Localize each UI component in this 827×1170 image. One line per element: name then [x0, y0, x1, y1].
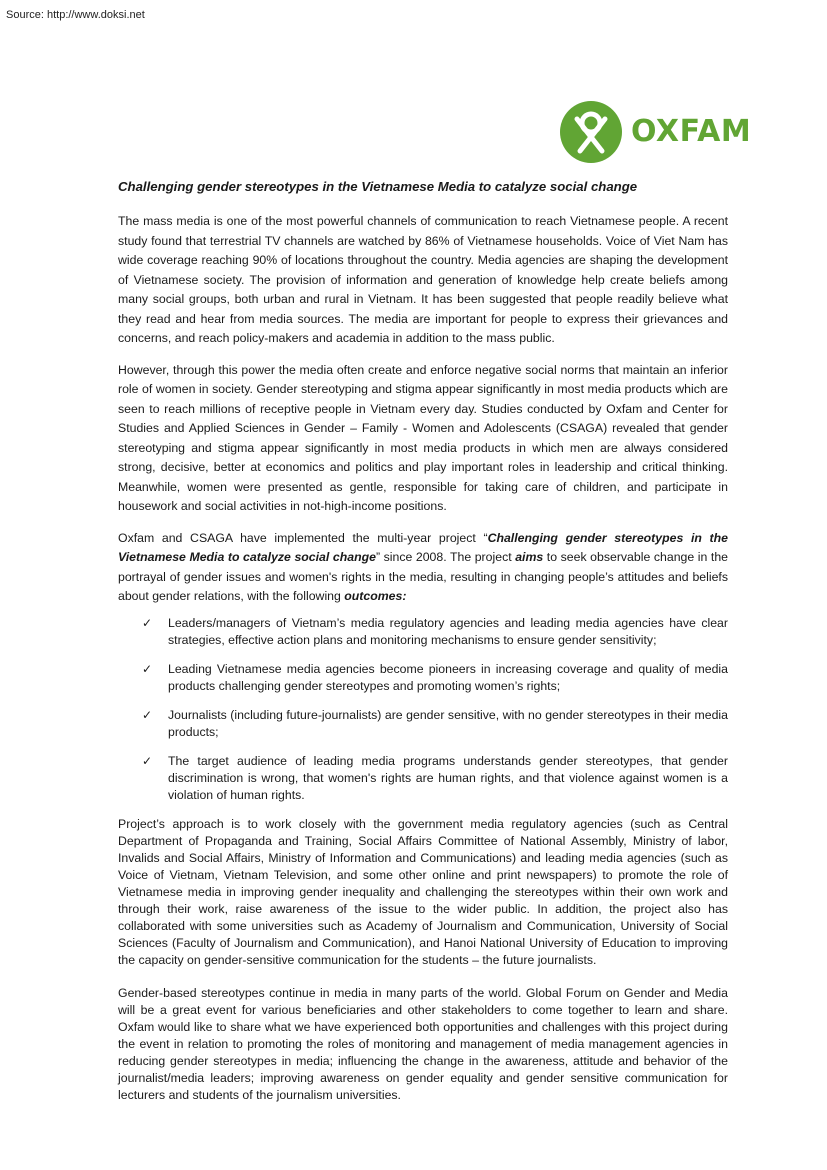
list-item: [118, 615, 728, 649]
page-title: Challenging gender stereotypes in the Vietnamese Media to catalyze social change: [118, 179, 638, 194]
outcomes-label: outcomes:: [344, 589, 407, 603]
paragraph-2: However, through this power the media often create and enforce negative social norms that maintain an inferior role of women in society. Gender stereotyping and stigma appear significantly in most media products which are seen to reach millions of receptive people in Vietnam every day. Studies conducted by Oxfam and Center for Studies and Applied Sciences in Gender – Family - Women and Adolescents (CSAGA) revealed that gender stereotyping and stigma appear significantly in most media products in which men are always considered strong, decisive, better at economics and politics and play important roles in leadership and critical thinking. Meanwhile, women were presented as gentle, responsible for taking care of children, and participate in housework and social activities in not-high-income positions.: [118, 362, 728, 513]
checkmark-icon: ✓: [142, 707, 153, 722]
list-item: [118, 661, 728, 695]
list-item: [118, 707, 728, 741]
checkmark-icon: ✓: [142, 615, 153, 630]
p3-text-b: ” since 2008. The project: [375, 550, 516, 564]
paragraph-1: The mass media is one of the most powerful channels of communication to reach Vietnamese people. A recent study found that terrestrial TV channels are watched by 86% of Vietnamese households. Voice of Viet Nam has wide coverage reaching 90% of locations throughout the country. Media agencies are shaping the development of Vietnamese society. The provision of information and generation of knowledge help create beliefs among many social groups, both urban and rural in Vietnam. It has been suggested that people readily believe what they read and hear from media sources. The media are important for people to express their grievances and concerns, and reach policy-makers and academia in addition to the mass public.: [118, 214, 728, 345]
list-item: [118, 753, 728, 804]
paragraph-4: Project’s approach is to work closely with the government media regulatory agencies (such as Central Department of Propaganda and Training, Social Affairs Committee of National Assembly, Ministry of labor, Invalids and Social Affairs, Ministry of Information and Communications) and leading media agencies (such as Voice of Vietnam, Vietnam Television, and some other online and print newspapers) to promote the role of Vietnamese media in improving gender inequality and challenging the stereotypes within their own work and through their work, raise awareness of the issue to the wider public. In addition, the project also has collaborated with some universities such as Academy of Journalism and Communication, University of Social Sciences (Faculty of Journalism and Communication), and Hanoi National University of Education to improving the capacity on gender-sensitive communication for the students – the future journalists.: [118, 816, 728, 967]
aims-label: aims: [515, 550, 544, 564]
oxfam-logo: [560, 101, 751, 163]
document-body: [118, 178, 728, 1120]
project-name: Challenging gender stereotypes in the Vietnamese Media to catalyze social change: [118, 530, 729, 564]
oxfam-wordmark: OXFAM: [631, 114, 752, 149]
p3-text-a: Oxfam and CSAGA have implemented the multi-year project “: [118, 530, 488, 545]
source-url: Source: http://www.doksi.net: [6, 9, 145, 21]
checkmark-icon: ✓: [142, 661, 153, 676]
paragraph-5: Gender-based stereotypes continue in media in many parts of the world. Global Forum on Gender and Media will be a great event for various beneficiaries and other stakeholders to come together to learn and share. Oxfam would like to share what we have experienced both opportunities and challenges with this project during the event in relation to promoting the roles of monitoring and management of media management agencies in reducing gender stereotypes in media; influencing the change in the awareness, attitude and behavior of the journalist/media leaders; improving awareness on gender equality and gender sensitive communication for lecturers and students of the journalism universities.: [118, 985, 728, 1102]
outcome-text: Leading Vietnamese media agencies become pioneers in increasing coverage and quality of media products challenging gender stereotypes and promoting women’s rights;: [168, 661, 728, 693]
p3-text-c: to seek observable change in the portrayal of gender issues and women's rights in the media, resulting in changing people’s attitudes and beliefs about gender relations, with the following: [118, 550, 728, 603]
outcomes-list: [118, 615, 728, 804]
oxfam-person-icon: [560, 101, 622, 163]
paragraph-3: [118, 529, 728, 607]
outcome-text: The target audience of leading media programs understands gender stereotypes, that gender discrimination is wrong, that women's rights are human rights, and that violence against women is a violation of human rights.: [168, 753, 728, 802]
outcome-text: Journalists (including future-journalists) are gender sensitive, with no gender stereotypes in their media products;: [168, 707, 728, 739]
outcome-text: Leaders/managers of Vietnam’s media regulatory agencies and leading media agencies have clear strategies, effective action plans and monitoring mechanisms to ensure gender sensitivity;: [168, 615, 728, 647]
checkmark-icon: ✓: [142, 753, 153, 768]
